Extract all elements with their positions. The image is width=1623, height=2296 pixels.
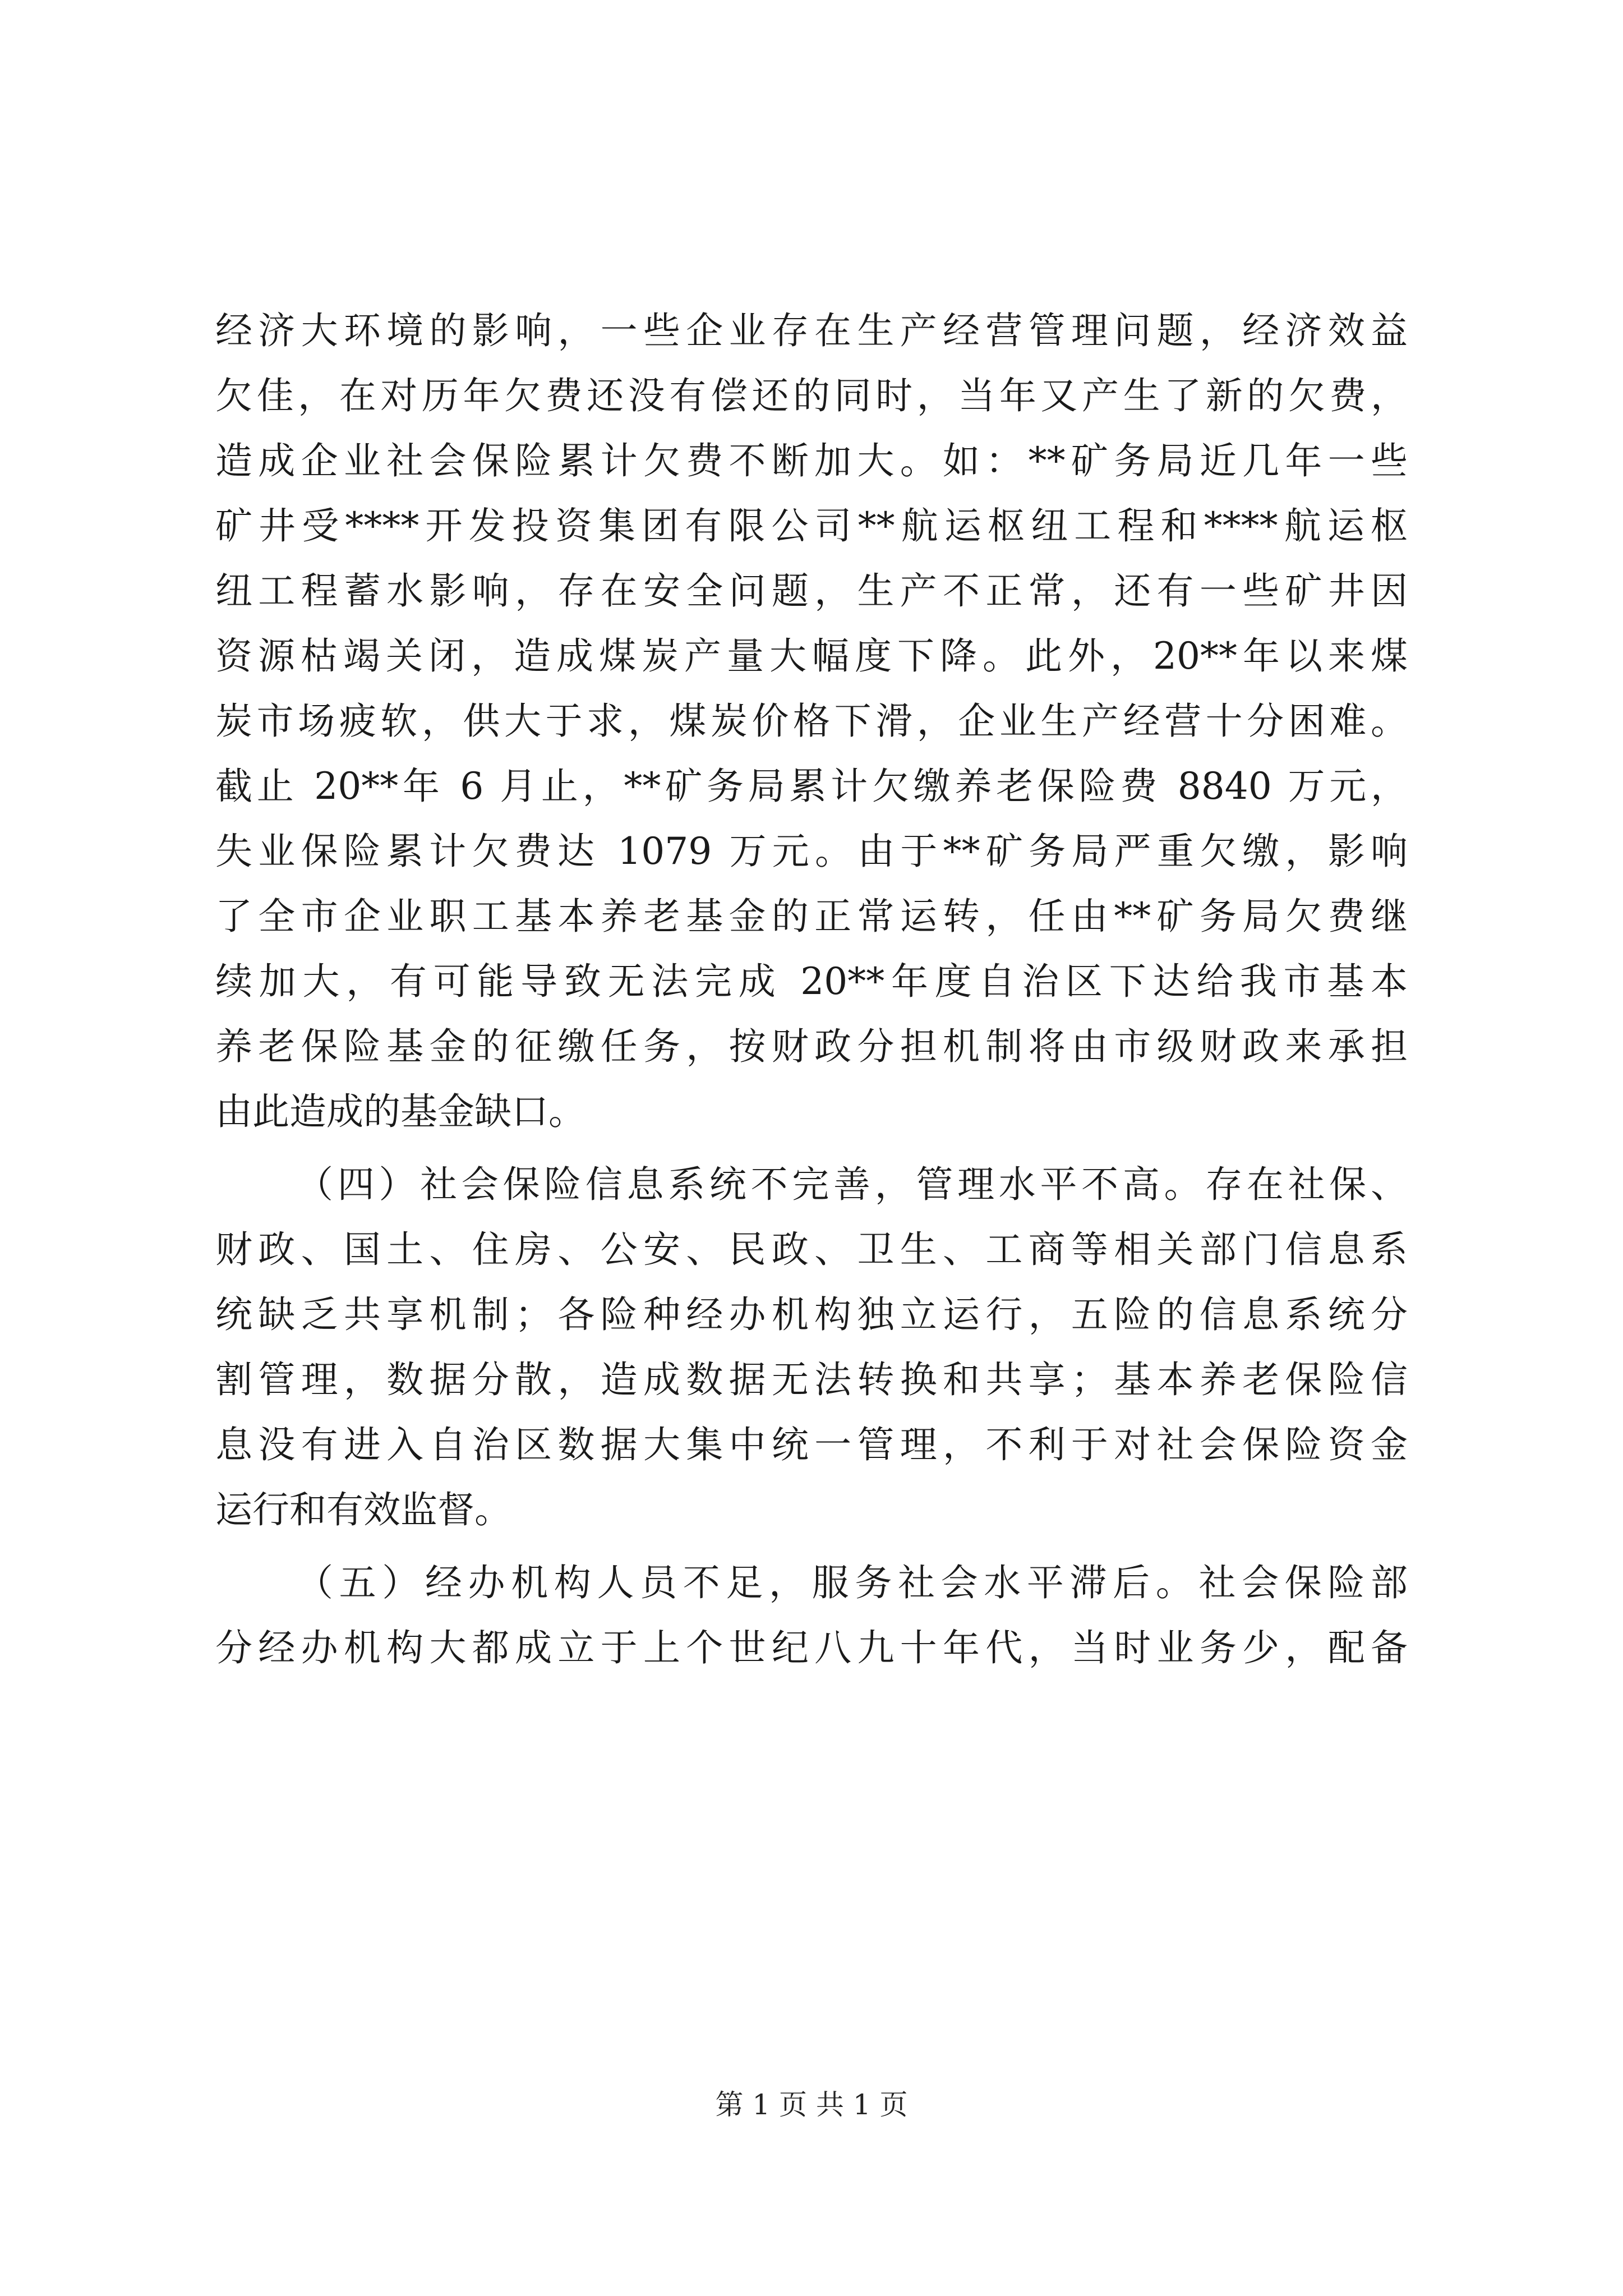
body-text-line: 纽工程蓄水影响，存在安全问题，生产不正常，还有一些矿井因 [215, 569, 1408, 613]
body-text-line: 了全市企业职工基本养老基金的正常运转，任由**矿务局欠费继 [215, 895, 1408, 938]
body-text-line: 息没有进入自治区数据大集中统一管理，不利于对社会保险资金 [215, 1423, 1408, 1466]
body-text-line: 经济大环境的影响，一些企业存在生产经营管理问题，经济效益 [215, 309, 1408, 352]
body-text-line: 续加大，有可能导致无法完成 20**年度自治区下达给我市基本 [215, 960, 1408, 1003]
body-text-line: 割管理，数据分散，造成数据无法转换和共享；基本养老保险信 [215, 1358, 1408, 1401]
section-five-heading-line: （五）经办机构人员不足，服务社会水平滞后。社会保险部 [296, 1561, 1408, 1604]
body-text-line: 失业保险累计欠费达 1079 万元。由于**矿务局严重欠缴，影响 [215, 830, 1408, 873]
section-four-heading-line: （四）社会保险信息系统不完善，管理水平不高。存在社保、 [296, 1163, 1408, 1206]
body-text-line: 造成企业社会保险累计欠费不断加大。如：**矿务局近几年一些 [215, 439, 1408, 482]
body-text-line: 运行和有效监督。 [215, 1488, 511, 1531]
body-text-line: 养老保险基金的征缴任务，按财政分担机制将由市级财政来承担 [215, 1025, 1408, 1068]
page-number-footer: 第 1 页 共 1 页 [715, 2088, 908, 2121]
body-text-line: 资源枯竭关闭，造成煤炭产量大幅度下降。此外，20**年以来煤 [215, 634, 1408, 678]
body-text-line: 财政、国土、住房、公安、民政、卫生、工商等相关部门信息系 [215, 1228, 1408, 1271]
body-text-line: 炭市场疲软，供大于求，煤炭价格下滑，企业生产经营十分困难。 [215, 700, 1408, 743]
body-text-line: 由此造成的基金缺口。 [215, 1090, 585, 1133]
body-text-line: 矿井受****开发投资集团有限公司**航运枢纽工程和****航运枢 [215, 504, 1408, 547]
body-text-line: 分经办机构大都成立于上个世纪八九十年代，当时业务少，配备 [215, 1626, 1408, 1669]
body-text-line: 截止 20**年 6 月止，**矿务局累计欠缴养老保险费 8840 万元， [215, 765, 1408, 808]
body-text-line: 欠佳，在对历年欠费还没有偿还的同时，当年又产生了新的欠费， [215, 374, 1408, 417]
body-text-line: 统缺乏共享机制；各险种经办机构独立运行，五险的信息系统分 [215, 1293, 1408, 1336]
